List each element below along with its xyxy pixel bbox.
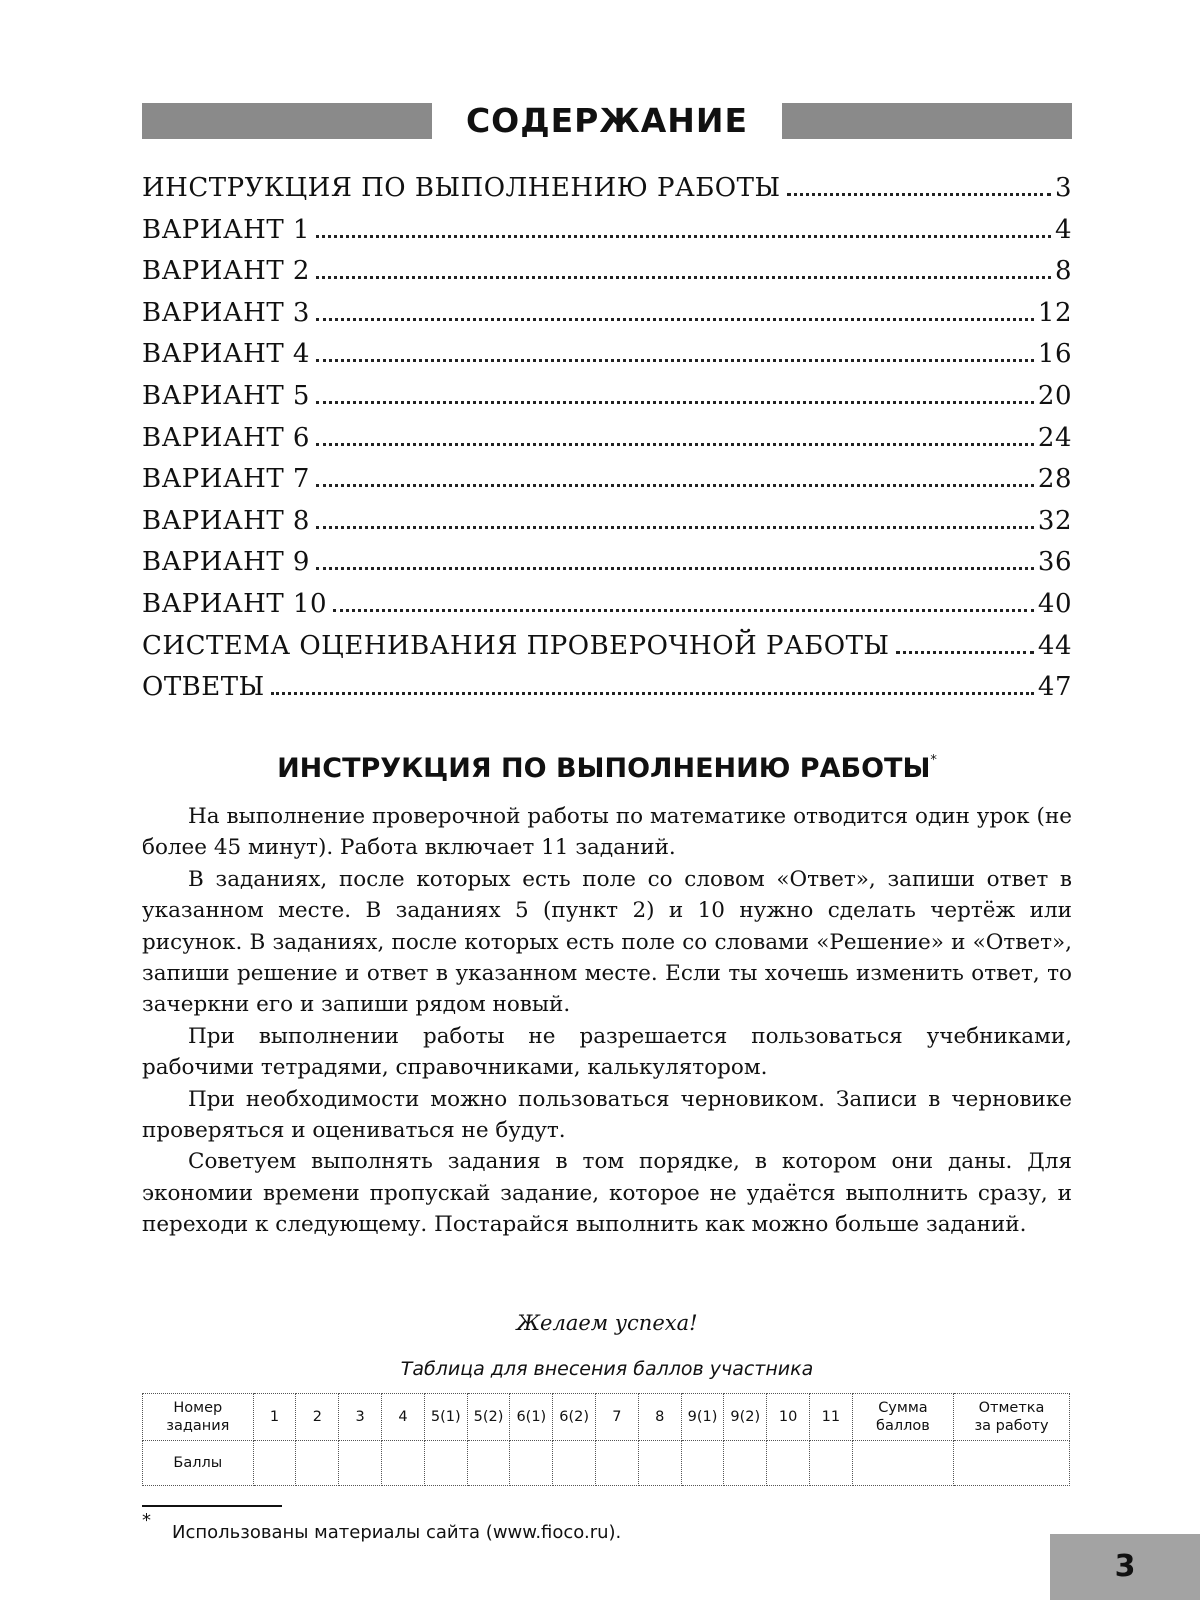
task-number-label: задания — [166, 1418, 230, 1434]
points-cell[interactable] — [467, 1441, 510, 1486]
toc-entry-page: 32 — [1037, 505, 1072, 536]
points-cell[interactable] — [339, 1441, 382, 1486]
contents-header — [142, 100, 1072, 142]
toc-leader-dots — [787, 193, 1051, 196]
toc-entry — [142, 423, 1072, 465]
toc-entry-label: ОТВЕТЫ — [142, 672, 265, 703]
toc-entry-label: ВАРИАНТ 9 — [142, 547, 310, 578]
footnote-marker: * — [930, 753, 937, 768]
toc-entry — [142, 256, 1072, 298]
toc-leader-dots — [316, 235, 1051, 238]
task-number-cell: 5(1) — [424, 1394, 467, 1441]
task-number-cell: 7 — [596, 1394, 639, 1441]
table-of-contents — [142, 173, 1072, 714]
good-luck-text: Желаем успеха! — [516, 1311, 698, 1335]
grade-header — [954, 1394, 1070, 1441]
task-number-cell: 6(2) — [553, 1394, 596, 1441]
task-number-cell: 6(1) — [510, 1394, 553, 1441]
toc-entry-page: 4 — [1054, 214, 1072, 245]
task-number-cell: 5(2) — [467, 1394, 510, 1441]
toc-entry-page: 36 — [1037, 547, 1072, 578]
points-cell[interactable] — [681, 1441, 724, 1486]
toc-entry-page: 20 — [1037, 380, 1072, 411]
toc-leader-dots — [316, 401, 1034, 404]
toc-entry — [142, 381, 1072, 423]
task-number-cell: 8 — [638, 1394, 681, 1441]
task-number-header — [143, 1394, 254, 1441]
instructions-title: ИНСТРУКЦИЯ ПО ВЫПОЛНЕНИЮ РАБОТЫ — [277, 753, 931, 784]
toc-entry-label: ВАРИАНТ 10 — [142, 588, 328, 619]
toc-entry-label: ИНСТРУКЦИЯ ПО ВЫПОЛНЕНИЮ РАБОТЫ — [142, 173, 781, 203]
toc-leader-dots — [271, 692, 1034, 695]
toc-entry-label: ВАРИАНТ 3 — [142, 297, 310, 328]
points-row-label: Баллы — [143, 1441, 254, 1486]
toc-entry-page: 47 — [1037, 672, 1072, 703]
toc-leader-dots — [316, 484, 1034, 487]
task-number-cell: 2 — [296, 1394, 339, 1441]
task-number-cell: 3 — [339, 1394, 382, 1441]
header-bar-right — [782, 103, 1072, 139]
instructions-heading — [142, 753, 1072, 784]
toc-entry-label: ВАРИАНТ 6 — [142, 422, 310, 453]
toc-entry — [142, 173, 1072, 215]
toc-leader-dots — [316, 567, 1034, 570]
instruction-paragraph: На выполнение проверочной работы по математике отводится один урок (не более 45 минут). Работа включает 11 заданий. — [142, 804, 1072, 861]
toc-entry-page: 40 — [1037, 588, 1072, 619]
points-cell[interactable] — [638, 1441, 681, 1486]
instruction-paragraph: В заданиях, после которых есть поле со словом «Ответ», запиши ответ в указанном месте. В заданиях 5 (пункт 2) и 10 нужно сделать чертёж или рисунок. В заданиях, после которых есть поле со словами «Решение» и «Ответ», запиши решение и ответ в указанном месте. Если ты хочешь изменить ответ, то зачеркни его и запиши рядом новый. — [142, 866, 1072, 1018]
task-number-cell: 1 — [253, 1394, 296, 1441]
toc-entry-label: ВАРИАНТ 5 — [142, 380, 310, 411]
points-cell[interactable] — [724, 1441, 767, 1486]
instructions-body — [142, 801, 1072, 1241]
points-cell[interactable] — [510, 1441, 553, 1486]
grade-label: за работу — [974, 1418, 1049, 1434]
toc-entry-page: 12 — [1037, 297, 1072, 328]
points-cell[interactable] — [810, 1441, 853, 1486]
toc-entry-page: 3 — [1054, 173, 1072, 203]
toc-entry-label: ВАРИАНТ 4 — [142, 339, 310, 370]
instruction-paragraph: При необходимости можно пользоваться черновиком. Записи в черновике проверяться и оцениваться не будут. — [142, 1086, 1072, 1144]
page-number: 3 — [1050, 1534, 1200, 1600]
instruction-paragraph: При выполнении работы не разрешается пользоваться учебниками, рабочими тетрадями, справочниками, калькулятором. — [142, 1023, 1072, 1081]
toc-entry-label: СИСТЕМА ОЦЕНИВАНИЯ ПРОВЕРОЧНОЙ РАБОТЫ — [142, 630, 890, 661]
toc-entry-page: 16 — [1037, 339, 1072, 370]
contents-title: СОДЕРЖАНИЕ — [465, 101, 749, 140]
instruction-paragraph: Советуем выполнять задания в том порядке, в котором они даны. Для экономии времени пропускай задание, которое не удаётся выполнить сразу, и переходи к следующему. Постарайся выполнить как можно больше заданий. — [142, 1149, 1072, 1238]
toc-leader-dots — [333, 609, 1034, 612]
toc-entry — [142, 672, 1072, 714]
points-cell[interactable] — [596, 1441, 639, 1486]
total-points-header — [852, 1394, 953, 1441]
toc-leader-dots — [316, 276, 1051, 279]
points-cell[interactable] — [553, 1441, 596, 1486]
task-number-label: Номер — [173, 1400, 223, 1416]
toc-leader-dots — [316, 526, 1034, 529]
points-cell[interactable] — [253, 1441, 296, 1486]
toc-entry-page: 8 — [1054, 256, 1072, 287]
task-number-cell: 9(2) — [724, 1394, 767, 1441]
score-table-header-row — [143, 1394, 1070, 1441]
grade-label: Отметка — [978, 1400, 1045, 1416]
grade-cell[interactable] — [954, 1441, 1070, 1486]
total-points-label: баллов — [876, 1418, 930, 1434]
toc-entry-label: ВАРИАНТ 7 — [142, 464, 310, 495]
toc-entry — [142, 215, 1072, 257]
toc-entry-label: ВАРИАНТ 8 — [142, 505, 310, 536]
task-number-cell: 10 — [767, 1394, 810, 1441]
points-cell[interactable] — [424, 1441, 467, 1486]
toc-entry — [142, 339, 1072, 381]
toc-entry-page: 24 — [1037, 422, 1072, 453]
toc-entry — [142, 464, 1072, 506]
footnote-divider — [142, 1505, 282, 1507]
points-cell[interactable] — [767, 1441, 810, 1486]
task-number-cell: 11 — [810, 1394, 853, 1441]
footnote-text: Использованы материалы сайта (www.fioco.ru). — [172, 1522, 622, 1543]
toc-entry — [142, 506, 1072, 548]
footnote-star: * — [142, 1510, 151, 1531]
points-cell[interactable] — [382, 1441, 425, 1486]
points-cell[interactable] — [296, 1441, 339, 1486]
toc-entry-label: ВАРИАНТ 2 — [142, 256, 310, 287]
score-table-points-row — [143, 1441, 1070, 1486]
total-points-cell[interactable] — [852, 1441, 953, 1486]
toc-entry-page: 44 — [1037, 630, 1072, 661]
task-number-cell: 4 — [382, 1394, 425, 1441]
header-bar-left — [142, 103, 432, 139]
score-table-caption: Таблица для внесения баллов участника — [400, 1358, 814, 1380]
toc-leader-dots — [316, 359, 1034, 362]
toc-entry — [142, 298, 1072, 340]
toc-entry — [142, 547, 1072, 589]
total-points-label: Сумма — [878, 1400, 928, 1416]
toc-entry-page: 28 — [1037, 464, 1072, 495]
score-table — [142, 1393, 1070, 1486]
task-number-cell: 9(1) — [681, 1394, 724, 1441]
toc-entry — [142, 589, 1072, 631]
toc-leader-dots — [316, 443, 1034, 446]
toc-entry — [142, 631, 1072, 673]
toc-leader-dots — [896, 651, 1034, 654]
toc-leader-dots — [316, 318, 1034, 321]
toc-entry-label: ВАРИАНТ 1 — [142, 214, 310, 245]
